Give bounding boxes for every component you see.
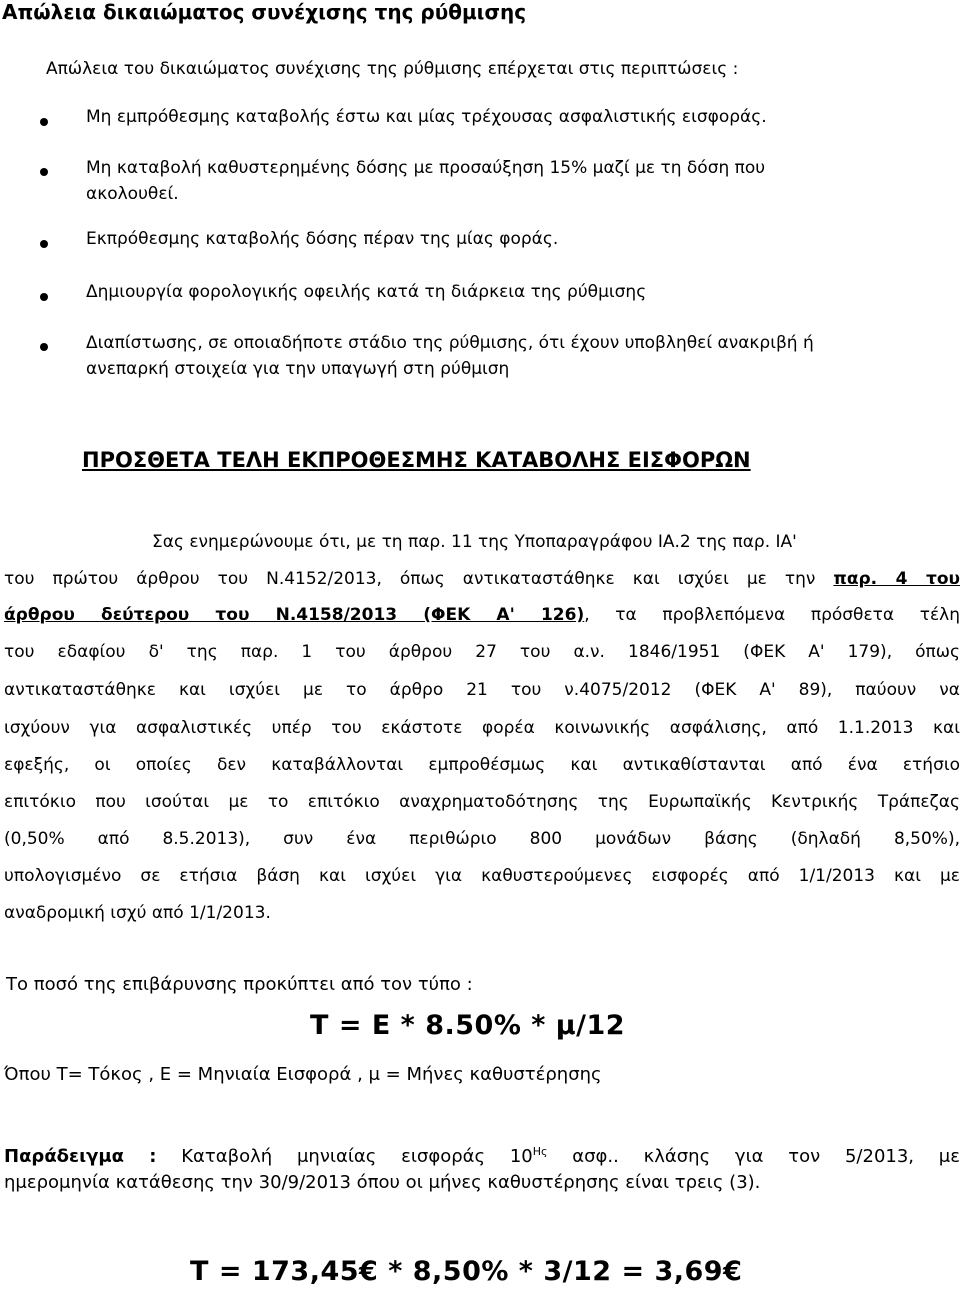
formula-legend: Όπου Τ= Τόκος , Ε = Μηνιαία Εισφορά , μ = Μήνες καθυστέρησης xyxy=(4,1064,602,1085)
paragraph-line: εφεξής, οι οποίες δεν καταβάλλονται εμπροθέσμως και αντικαθίστανται από ένα ετήσιο xyxy=(4,755,960,775)
example-label: Παράδειγμα : xyxy=(4,1146,157,1167)
bullet-icon xyxy=(40,343,48,351)
example-line xyxy=(4,1134,960,1170)
paragraph-line: επιτόκιο που ισούται με το επιτόκιο αναχρηματοδότησης της Ευρωπαϊκής Κεντρικής Τράπεζας xyxy=(4,792,960,812)
paragraph-line: αντικαταστάθηκε και ισχύει με το άρθρο 21 του ν.4075/2012 (ΦΕΚ Α' 89), παύουν να xyxy=(4,680,960,700)
list-item-text: Μη εμπρόθεσμης καταβολής έστω και μίας τρέχουσας ασφαλιστικής εισφοράς. xyxy=(86,107,767,127)
paragraph-line xyxy=(4,597,960,633)
bullet-icon xyxy=(40,293,48,301)
example-line: ημερομηνία κατάθεσης την 30/9/2013 όπου οι μήνες καθυστέρησης είναι τρεις (3). xyxy=(4,1172,761,1193)
example-text: ασφ.. κλάσης για τον 5/2013, με xyxy=(572,1146,960,1167)
paragraph-line: αναδρομική ισχύ από 1/1/2013. xyxy=(4,903,271,923)
paragraph-line: Σας ενημερώνουμε ότι, με τη παρ. 11 της Υποπαραγράφου ΙΑ.2 της παρ. ΙΑ' xyxy=(152,532,797,552)
intro-text: Απώλεια του δικαιώματος συνέχισης της ρύθμισης επέρχεται στις περιπτώσεις : xyxy=(46,59,739,79)
list-item-text: Διαπίστωσης, σε οποιαδήποτε στάδιο της ρύθμισης, ότι έχουν υποβληθεί ανακριβή ή xyxy=(86,333,814,353)
paragraph-line: του εδαφίου δ' της παρ. 1 του άρθρου 27 του α.ν. 1846/1951 (ΦΕΚ Α' 179), όπως xyxy=(4,642,960,662)
formula: Τ = Ε * 8.50% * μ/12 xyxy=(310,1010,626,1041)
example-text: Καταβολή μηνιαίας εισφοράς 10 xyxy=(181,1146,533,1167)
formula-label: Το ποσό της επιβάρυνσης προκύπτει από τον τύπο : xyxy=(6,974,473,995)
list-item-text: Δημιουργία φορολογικής οφειλής κατά τη διάρκεια της ρύθμισης xyxy=(86,282,647,302)
paragraph-text: , τα προβλεπόμενα πρόσθετα τέλη xyxy=(584,605,960,625)
paragraph-line: ισχύουν για ασφαλιστικές υπέρ του εκάστοτε φορέα κοινωνικής ασφάλισης, από 1.1.2013 και xyxy=(4,718,960,738)
list-item-text: ανεπαρκή στοιχεία για την υπαγωγή στη ρύθμιση xyxy=(86,359,510,379)
section-heading: ΠΡΟΣΘΕΤΑ ΤΕΛΗ ΕΚΠΡΟΘΕΣΜΗΣ ΚΑΤΑΒΟΛΗΣ ΕΙΣΦΟΡΩΝ xyxy=(82,448,751,472)
paragraph-text: του πρώτου άρθρου του Ν.4152/2013, όπως αντικαταστάθηκε και ισχύει με την xyxy=(4,569,816,589)
calculation-result: Τ = 173,45€ * 8,50% * 3/12 = 3,69€ xyxy=(190,1256,743,1287)
bullet-icon xyxy=(40,118,48,126)
example-superscript: Ης xyxy=(532,1145,548,1158)
list-item-text: Μη καταβολή καθυστερημένης δόσης με προσαύξηση 15% μαζί με τη δόση που xyxy=(86,158,766,178)
bullet-icon xyxy=(40,240,48,248)
list-item-text: ακολουθεί. xyxy=(86,184,179,204)
bullet-icon xyxy=(40,168,48,176)
paragraph-line xyxy=(4,561,960,597)
law-reference-link[interactable]: άρθρου δεύτερου του Ν.4158/2013 (ΦΕΚ Α' 126) xyxy=(4,605,585,625)
law-reference-link[interactable]: παρ. 4 του xyxy=(833,569,960,589)
list-item-text: Εκπρόθεσμης καταβολής δόσης πέραν της μίας φοράς. xyxy=(86,229,559,249)
document-title: Απώλεια δικαιώματος συνέχισης της ρύθμισης xyxy=(2,0,527,24)
paragraph-line: υπολογισμένο σε ετήσια βάση και ισχύει για καθυστερούμενες εισφορές από 1/1/2013 και με xyxy=(4,866,960,886)
paragraph-line: (0,50% από 8.5.2013), συν ένα περιθώριο 800 μονάδων βάσης (δηλαδή 8,50%), xyxy=(4,829,960,849)
